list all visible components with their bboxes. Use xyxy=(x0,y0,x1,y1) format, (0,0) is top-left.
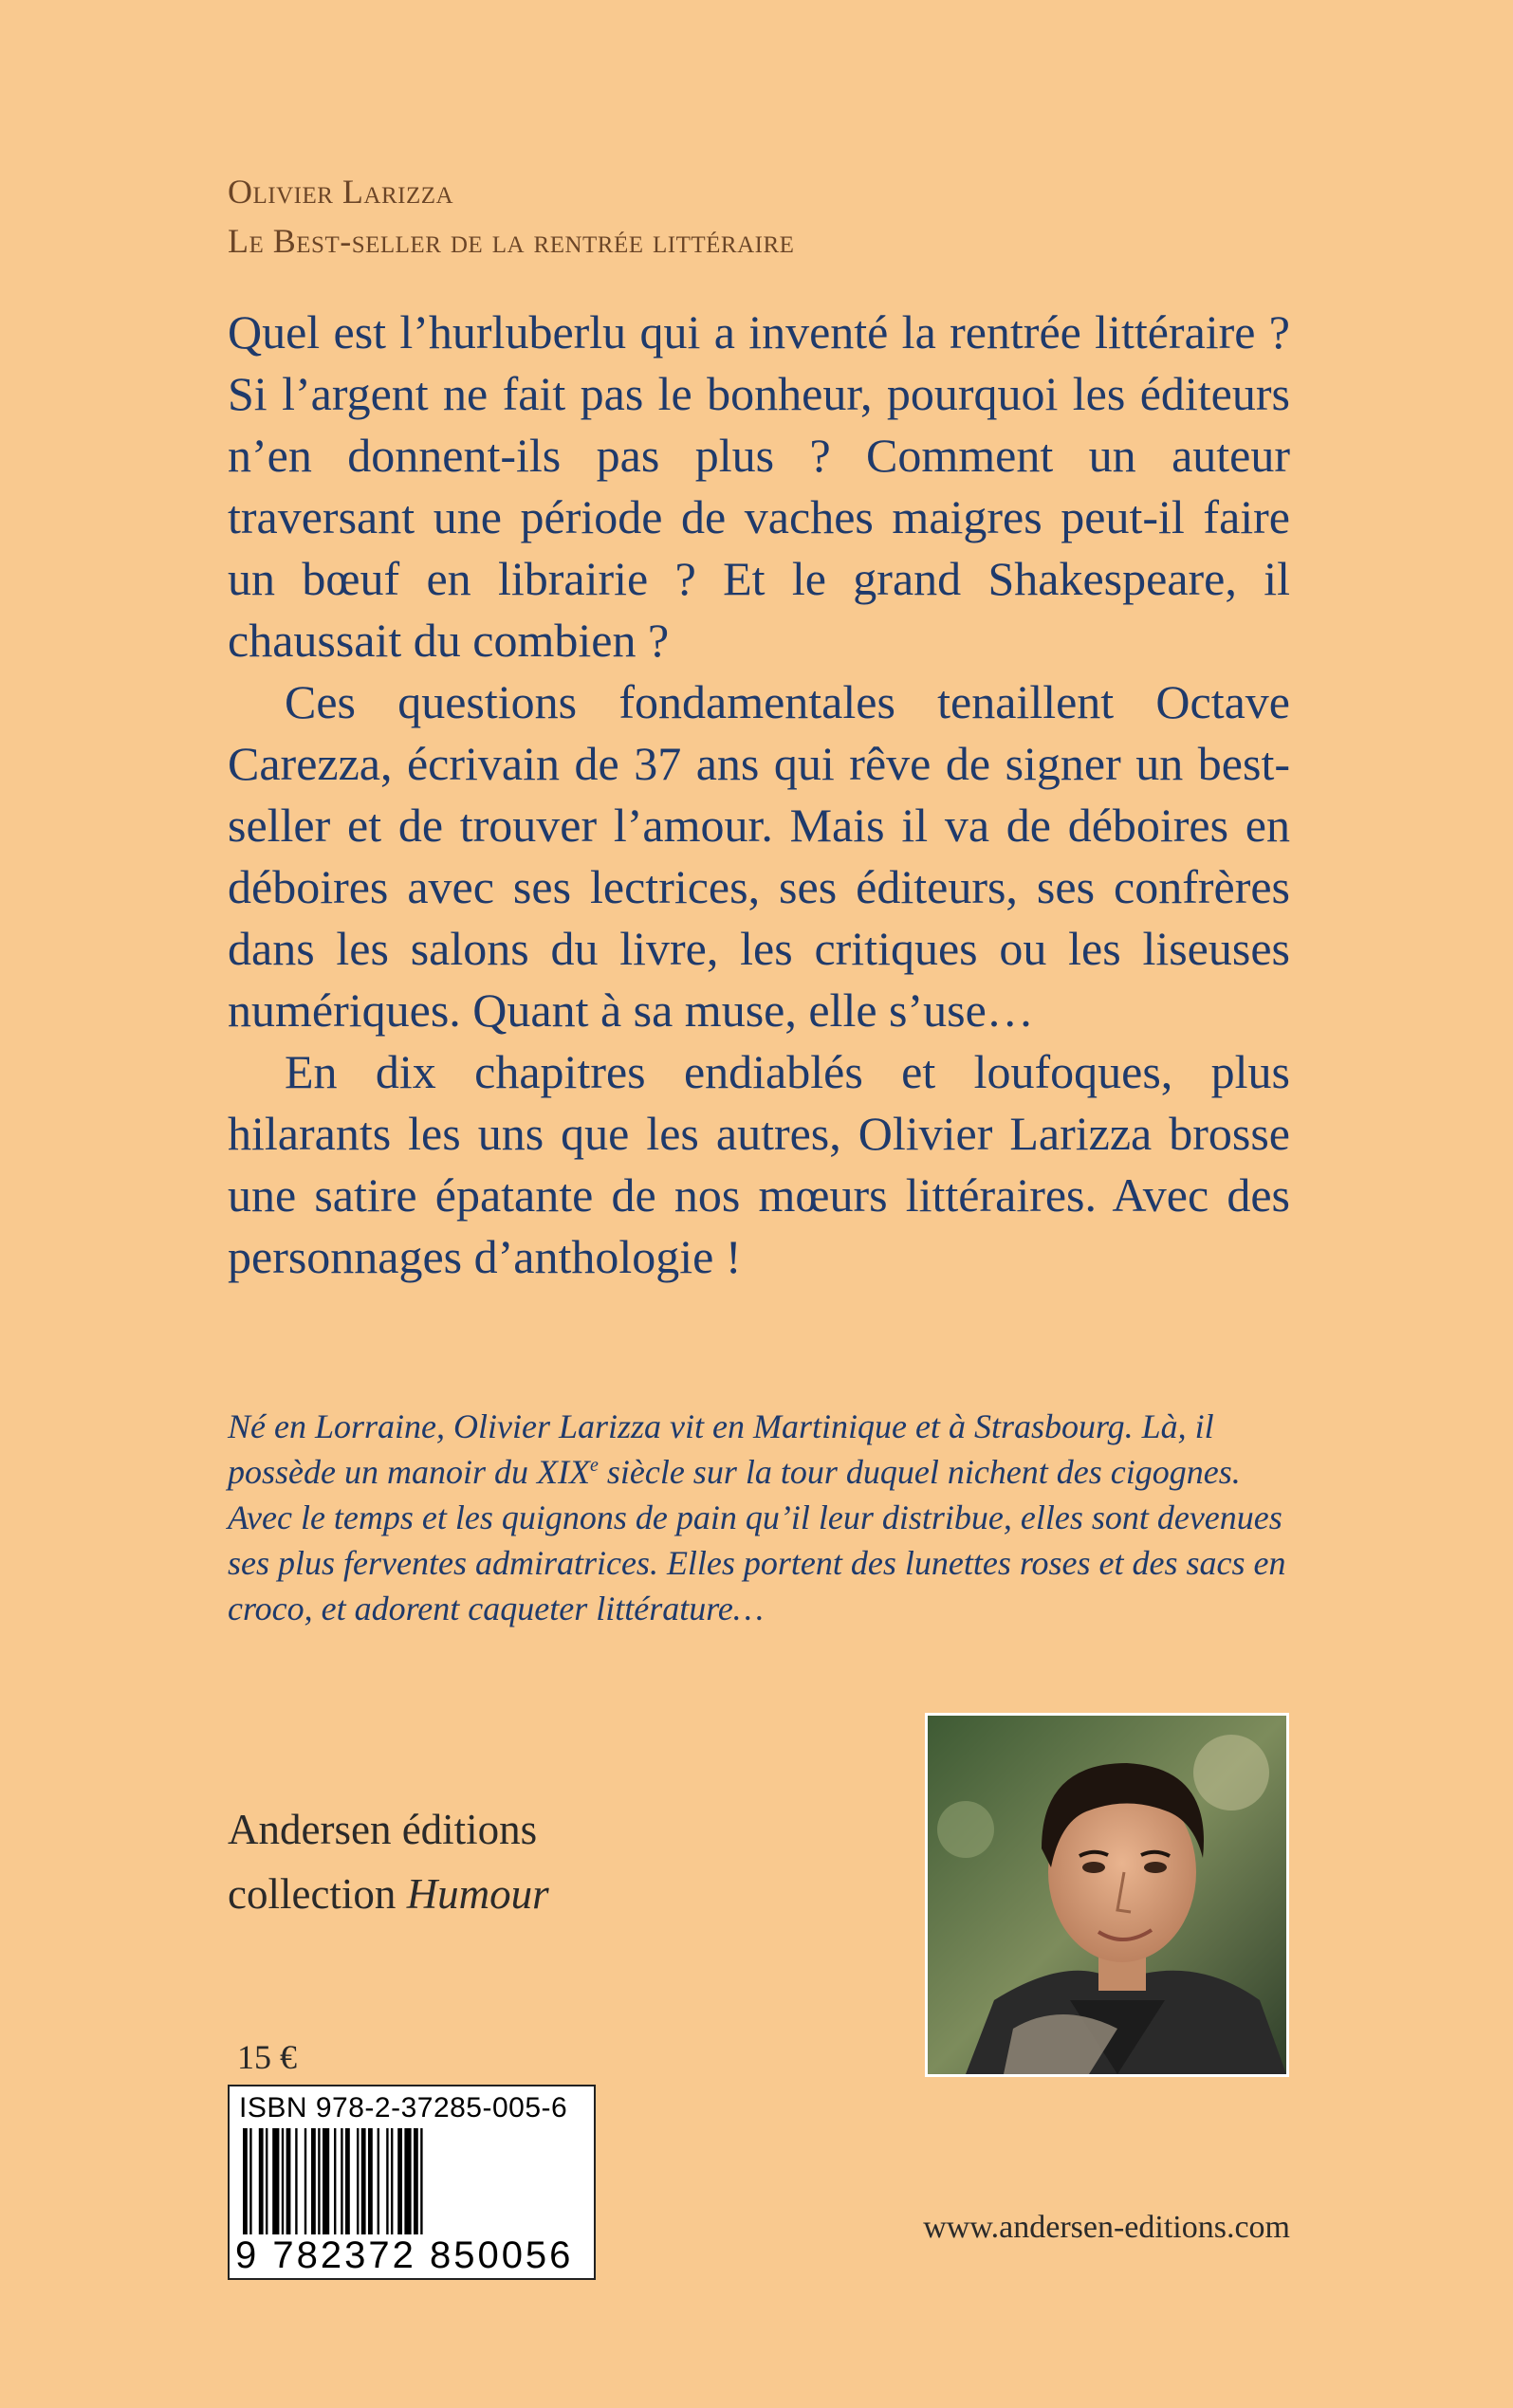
publisher-name: Andersen éditions xyxy=(228,1806,538,1853)
author-portrait-image xyxy=(928,1716,1286,2074)
barcode-bar xyxy=(311,2128,316,2234)
collection-name: Humour xyxy=(406,1870,549,1918)
blurb-paragraph-3: En dix chapitres endiablés et loufoques, plus hilarants les uns que les autres, Olivier Larizza brosse une satire épatante de nos mœurs littéraires. Avec des personnages d’anthologie ! xyxy=(228,1045,1290,1283)
collection-line xyxy=(228,1862,549,1926)
barcode-bar xyxy=(397,2128,402,2234)
barcode-bar xyxy=(334,2128,336,2234)
barcode-bar xyxy=(368,2128,373,2234)
blurb-paragraph-2: Ces questions fondamentales tenaillent Octave Carezza, écrivain de 37 ans qui rêve de signer un best-seller et de trouver l’amour. Mais il va de déboires en déboires avec ses lectrices, ses éditeurs, ses confrères dans les salons du livre, les critiques ou les liseuses numériques. Quant à sa muse, elle s’use… xyxy=(228,675,1290,1037)
barcode-bar xyxy=(323,2128,329,2234)
barcode-bar xyxy=(259,2128,264,2234)
barcode-bar xyxy=(378,2128,379,2234)
cover-header xyxy=(228,167,794,266)
barcode-bar xyxy=(357,2128,359,2234)
barcode xyxy=(228,2085,596,2280)
barcode-bar xyxy=(282,2128,284,2234)
bio-superscript: e xyxy=(589,1455,599,1476)
blurb xyxy=(228,302,1290,1288)
bio-part-2: siècle sur la tour duquel nichent des cigognes. Avec le temps et les quignons de pain qu’il leur distribue, elles sont devenues ses plus ferventes admiratrices. Elles portent des lunettes roses et des sacs en croco, et adorent caqueter littérature… xyxy=(228,1453,1286,1627)
blurb-paragraph-1: Quel est l’hurluberlu qui a inventé la rentrée littéraire ? Si l’argent ne fait pas le bonheur, pourquoi les éditeurs n’en donnent-ils pas plus ? Comment un auteur traversant une période de vaches maigres peut-il faire un bœuf en librairie ? Et le grand Shakespeare, il chaussait du combien ? xyxy=(228,305,1290,667)
barcode-bar xyxy=(361,2128,366,2234)
barcode-bar xyxy=(391,2128,393,2234)
book-title: Le Best-seller de la rentrée littéraire xyxy=(228,222,795,260)
barcode-bar xyxy=(345,2128,350,2234)
author-name: Olivier Larizza xyxy=(228,173,454,211)
website-url: www.andersen-editions.com xyxy=(923,2210,1290,2245)
barcode-bar xyxy=(286,2128,291,2234)
barcode-bar xyxy=(420,2128,422,2234)
barcode-bar xyxy=(249,2128,251,2234)
price: 15 € xyxy=(237,2038,297,2076)
barcode-bar xyxy=(386,2128,388,2234)
barcode-bar xyxy=(243,2128,248,2234)
collection-prefix: collection xyxy=(228,1870,407,1918)
isbn-label: ISBN 978-2-37285-005-6 xyxy=(239,2092,568,2123)
barcode-bar xyxy=(295,2128,297,2234)
ean-digits: 9 782372 850056 xyxy=(235,2234,574,2276)
barcode-bar xyxy=(318,2128,320,2234)
barcode-bar xyxy=(272,2128,279,2234)
publisher-block xyxy=(228,1797,549,1926)
barcode-bar xyxy=(266,2128,268,2234)
barcode-bar xyxy=(414,2128,418,2234)
author-photo xyxy=(925,1713,1289,2077)
barcode-bars xyxy=(243,2128,584,2234)
bio-part-1: Né en Lorraine, Olivier Larizza vit en Martinique et à Strasbourg. Là, il possède un manoir du XIX xyxy=(228,1407,1214,1491)
barcode-bar xyxy=(341,2128,342,2234)
barcode-bar xyxy=(404,2128,411,2234)
barcode-bar xyxy=(304,2128,306,2234)
author-bio xyxy=(228,1404,1290,1631)
